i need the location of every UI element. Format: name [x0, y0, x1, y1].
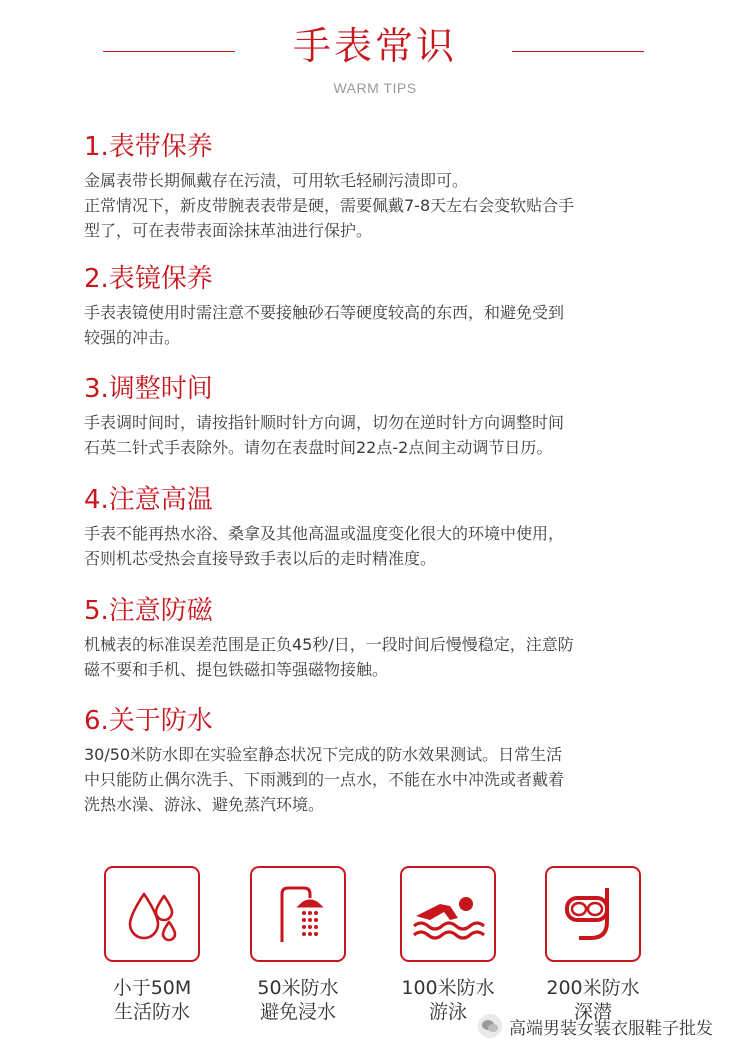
section-adjust-time: [84, 372, 684, 460]
body-line: 手表调时间时，请按指针顺时针方向调，切勿在逆时针方向调整时间: [84, 413, 565, 432]
body-line: 30/50米防水即在实验室静态状况下完成的防水效果测试。日常生活: [84, 745, 563, 764]
water-level-label: [82, 976, 222, 1024]
body-line: 手表不能再热水浴、桑拿及其他高温或温度变化很大的环境中使用，: [84, 524, 565, 543]
watermark: [478, 1012, 713, 1040]
label-line: 生活防水: [113, 1001, 190, 1023]
label-line: 深潜: [573, 1001, 612, 1023]
body-line: 中只能防止偶尔洗手、下雨溅到的一点水，不能在水中冲洗或者戴着: [84, 770, 565, 789]
shower-icon: [250, 866, 346, 962]
label-line: 200米防水: [546, 977, 640, 999]
body-line: 较强的冲击。: [84, 328, 181, 347]
body-line: 手表表镜使用时需注意不要接触砂石等硬度较高的东西，和避免受到: [84, 303, 565, 322]
section-title: 1.表带保养: [84, 132, 213, 162]
section-body: [84, 168, 684, 243]
section-body: [84, 300, 684, 350]
page-subtitle: WARM TIPS: [333, 80, 417, 96]
section-title: 6.关于防水: [84, 706, 213, 736]
section-body: [84, 632, 684, 682]
label-line: 50米防水: [257, 977, 339, 999]
water-drops-icon: [104, 866, 200, 962]
body-line: 正常情况下，新皮带腕表表带是硬，需要佩戴7-8天左右会变软贴合手: [84, 196, 575, 215]
body-line: 石英二针式手表除外。请勿在表盘时间22点-2点间主动调节日历。: [84, 438, 553, 457]
body-line: 机械表的标准误差范围是正负45秒/日，一段时间后慢慢稳定，注意防: [84, 635, 574, 654]
water-resistance-icons: [0, 866, 750, 966]
label-line: 游泳: [428, 1001, 467, 1023]
body-line: 金属表带长期佩戴存在污渍，可用软毛轻刷污渍即可。: [84, 171, 469, 190]
section-high-temp: [84, 483, 684, 571]
section-title: 2.表镜保养: [84, 264, 213, 294]
section-body: [84, 521, 684, 571]
snorkel-mask-icon: [545, 866, 641, 962]
label-line: 避免浸水: [259, 1001, 336, 1023]
section-anti-magnetic: [84, 594, 684, 682]
watermark-text: 高端男装女装衣服鞋子批发: [509, 1018, 713, 1039]
wechat-icon: [478, 1014, 502, 1038]
page-title: 手表常识: [292, 24, 457, 68]
section-body: [84, 410, 684, 460]
body-line: 否则机芯受热会直接导致手表以后的走时精准度。: [84, 549, 437, 568]
water-level-label: [228, 976, 368, 1024]
section-title: 3.调整时间: [84, 374, 213, 404]
section-crystal-care: [84, 262, 684, 350]
section-title: 5.注意防磁: [84, 596, 213, 626]
label-line: 100米防水: [401, 977, 495, 999]
section-strap-care: [84, 130, 684, 243]
section-waterproof: [84, 704, 684, 817]
section-body: [84, 742, 684, 817]
swimmer-icon: [400, 866, 496, 962]
label-line: 小于50M: [112, 977, 192, 999]
body-line: 型了，可在表带表面涂抹革油进行保护。: [84, 221, 373, 240]
section-title: 4.注意高温: [84, 485, 213, 515]
body-line: 磁不要和手机、提包铁磁扣等强磁物接触。: [84, 660, 389, 679]
body-line: 洗热水澡、游泳、避免蒸汽环境。: [84, 795, 325, 814]
